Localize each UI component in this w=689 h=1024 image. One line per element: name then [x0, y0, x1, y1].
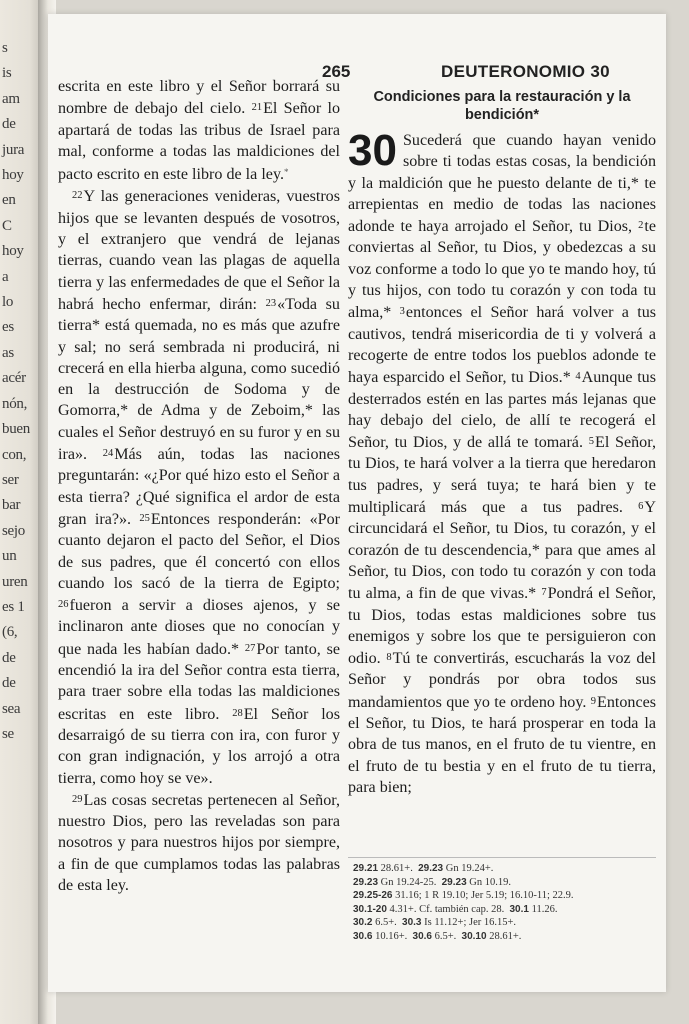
- verse-paragraph: 29Las cosas secretas pertenecen al Señor, nuestro Dios, pero las reveladas son para nosotros y para nuestros hijos por siempre, a fin de que cumplamos todas las palabras de esta ley.: [58, 791, 340, 894]
- xref-line: 29.23 Gn 19.24-25. 29.23 Gn 10.19.: [353, 876, 511, 888]
- facing-left-page: [0, 0, 42, 1024]
- left-page-fragments: s is am de jura hoy en C hoy a lo es as acér nón, buen con, ser bar sejo un uren es 1 (6, de de sea se: [2, 40, 30, 742]
- verse-paragraph: escrita en este libro y el Señor borrará su nombre de debajo del cielo. 21El Señor lo apartará de todas las tribus de Israel para mal, conforme a todas las maldiciones del pacto escrito en este libro de la ley.*: [58, 78, 340, 184]
- left-column: [58, 76, 340, 896]
- xref-line: 30.6 10.16+. 30.6 6.5+. 30.10 28.61+.: [353, 930, 522, 942]
- chapter-number: 30: [348, 126, 397, 175]
- right-page: [48, 14, 666, 992]
- xref-line: 30.2 6.5+. 30.3 Is 11.12+; Jer 16.15+.: [353, 917, 517, 928]
- right-column: [348, 89, 657, 798]
- xref-line: 29.25-26 31.16; 1 R 19.10; Jer 5.19; 16.10-11; 22.9.: [353, 890, 574, 901]
- page-number: 265: [322, 62, 351, 81]
- cross-references: [353, 862, 653, 943]
- footnote-rule: [348, 857, 656, 858]
- xref-line: 30.1-20 4.31+. Cf. también cap. 28. 30.1 11.26.: [353, 903, 558, 915]
- xref-line: 29.21 28.61+. 29.23 Gn 19.24+.: [353, 863, 494, 874]
- verse-paragraph: 22Y las generaciones venideras, vuestros hijos que se levanten después de vosotros, y el extranjero que vendrá de lejanas tierras, cuando vean las plagas de aquella tierra y las enfermedades de que el Señor la habrá hecho enfermar, dirán: 23«Toda su tierra* está quemada, no es más que azufre y sal; no será sembrada ni producirá, ni crecerá en ella hierba alguna, como sucedió en la destrucción de Sodoma y de Gomorra,* de Adma y de Zeboim,* las cuales el Señor destruyó en su furor y en su ira». 24Más aún, todas las naciones preguntarán: «¿Por qué hizo esto el Señor a esta tierra? ¿Qué significa el ardor de esta gran ira?». 25Entonces responderán: «Por cuanto dejaron el pacto del Señor, el Dios de sus padres, que él concertó con ellos cuando los sacó de la tierra de Egipto; 26fueron a servir a dioses ajenos, y se inclinaron ante dioses que no conocían y que nada les habían dado.* 27Por tanto, se encendió la ira del Señor contra esta tierra, para traer sobre ella todas las maldiciones escritas en este libro. 28El Señor los desarraigó de su tierra con ira, con furor y con gran indignación, y los arrojó a otra tierra, como hoy se ve».: [58, 188, 340, 787]
- section-heading: Condiciones para la restauración y la bendición*: [373, 89, 631, 123]
- chapter-paragraph: 30 Sucederá que cuando hayan venido sobre ti todas estas cosas, la bendición y la maldición que he puesto delante de ti,* te arrepientas en medio de todas las naciones adonde te haya arrojado el Señor, tu Dios, 2te conviertas al Señor, tu Dios, y obedezcas a su voz conforme a todo lo que yo te mando hoy, tú y tus hijos, con todo tu corazón y con toda tu alma,* 3entonces el Señor hará volver a tus cautivos, tendrá misericordia de ti y volverá a recogerte de entre todos los pueblos adonde te haya esparcido el Señor, tu Dios.* 4Aunque tus desterrados estén en las partes más lejanas que hay debajo del cielo, de allí te recogerá el Señor, tu Dios, y de allá te tomará. 5El Señor, tu Dios, te hará volver a la tierra que heredaron tus padres, y será tuya; te hará bien y te multiplicará más que a tus padres. 6Y circuncidará el Señor, tu Dios, tu corazón, y el corazón de tu descendencia,* para que ames al Señor, tu Dios, con todo tu corazón y con toda tu alma, a fin de que vivas.* 7Pondrá el Señor, tu Dios, todas estas maldiciones sobre tus enemigos y sobre los que te persiguieron con odio. 8Tú te convertirás, escucharás la voz del Señor y pondrás por obra todos sus mandamientos que yo te ordeno hoy. 9Entonces el Señor, tu Dios, te hará prosperar en toda la obra de tus manos, en el fruto de tu vientre, en el fruto de tu bestia y en el fruto de tu tierra, para bien;: [348, 126, 657, 796]
- running-head: DEUTERONOMIO 30: [441, 62, 610, 81]
